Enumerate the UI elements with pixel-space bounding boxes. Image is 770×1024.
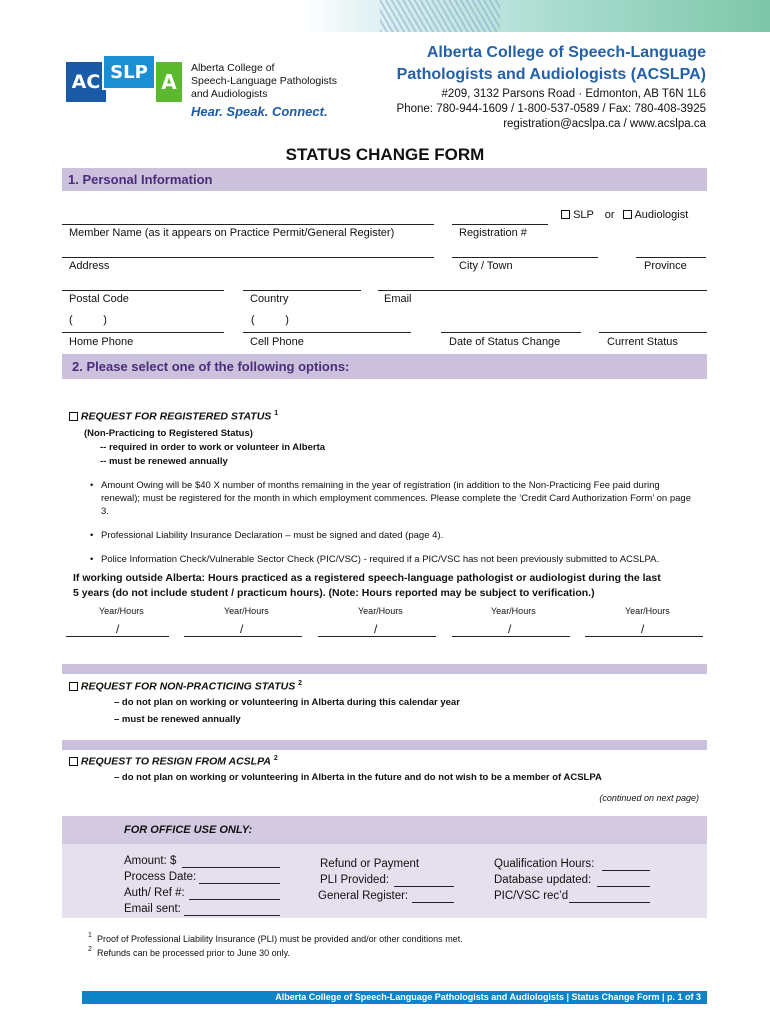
member-name-label: Member Name (as it appears on Practice Permit/General Register) <box>69 227 395 239</box>
slp-label: SLP <box>573 209 594 221</box>
general-register-field[interactable] <box>412 902 454 903</box>
year-hours-separator: / <box>374 622 378 636</box>
home-phone-area-code: ( ) <box>69 314 107 326</box>
registered-sub2: -- required in order to work or volunteer in Alberta <box>100 442 326 453</box>
qualification-hours-field[interactable] <box>602 870 650 871</box>
footnote-2-number: 2 <box>88 946 92 953</box>
section1-header <box>62 168 707 191</box>
logo-a-block: A <box>156 62 182 102</box>
cell-phone-label: Cell Phone <box>250 336 304 348</box>
home-phone-label: Home Phone <box>69 336 134 348</box>
email-field[interactable] <box>378 290 707 291</box>
amount-label: Amount: $ <box>124 855 177 867</box>
non-practicing-checkbox-icon[interactable] <box>69 682 78 691</box>
resign-option[interactable] <box>69 755 278 768</box>
process-date-label: Process Date: <box>124 871 197 883</box>
city-label: City / Town <box>459 260 513 272</box>
non-practicing-option[interactable] <box>69 680 302 693</box>
or-label: or <box>604 209 615 221</box>
footnote-ref: 2 <box>298 680 303 687</box>
org-address: #209, 3132 Parsons Road · Edmonton, AB T6N 1L6 <box>441 88 706 100</box>
section2-title: 2. Please select one of the following options: <box>72 359 350 374</box>
hours-note-line1: If working outside Alberta: Hours practiced as a registered speech-language pathologist or audiologist during the last <box>73 572 661 584</box>
bullet-dot: • <box>90 554 94 565</box>
org-name <box>346 42 706 86</box>
address-label: Address <box>69 260 110 272</box>
member-name-field[interactable] <box>62 224 434 225</box>
logo-text-line: Alberta College of <box>191 62 275 74</box>
cell-phone-area-code: ( ) <box>251 314 289 326</box>
footnote-1-number: 1 <box>88 932 92 939</box>
logo-text-line: Speech-Language Pathologists <box>191 75 337 87</box>
org-name-line: Alberta College of Speech-Language <box>426 44 706 61</box>
current-status-field[interactable] <box>599 332 707 333</box>
year-hours-separator: / <box>508 622 512 636</box>
registered-bullet-3: Police Information Check/Vulnerable Sector Check (PIC/VSC) - required if a PIC/VSC has not been previously submitted to ACSLPA. <box>101 554 660 565</box>
refund-payment-label: Refund or Payment <box>320 858 420 870</box>
logo-ac-block: AC <box>66 62 106 102</box>
year-hours-field-5[interactable] <box>585 636 703 637</box>
auth-ref-label: Auth/ Ref #: <box>124 887 185 899</box>
year-hours-separator: / <box>116 622 120 636</box>
non-practicing-line2: – must be renewed annually <box>114 714 241 725</box>
year-hours-separator: / <box>641 622 645 636</box>
registered-status-checkbox-icon[interactable] <box>69 412 78 421</box>
year-hours-field-2[interactable] <box>184 636 302 637</box>
year-hours-label: Year/Hours <box>625 606 670 616</box>
divider-band <box>62 664 707 674</box>
slp-checkbox-icon[interactable] <box>561 210 570 219</box>
address-field[interactable] <box>62 257 434 258</box>
registered-sub1: (Non-Practicing to Registered Status) <box>84 428 253 439</box>
database-updated-label: Database updated: <box>494 874 592 886</box>
qualification-hours-label: Qualification Hours: <box>494 858 595 870</box>
country-field[interactable] <box>243 290 361 291</box>
bullet-dot: • <box>90 480 94 491</box>
resign-title: REQUEST TO RESIGN FROM ACSLPA <box>80 755 271 768</box>
date-status-field[interactable] <box>441 332 581 333</box>
registration-label: Registration # <box>459 227 527 239</box>
province-field[interactable] <box>636 257 706 258</box>
logo-text-line: and Audiologists <box>191 88 268 100</box>
header-decorative-pattern <box>380 0 500 32</box>
office-use-header <box>62 816 707 844</box>
email-sent-label: Email sent: <box>124 903 181 915</box>
database-updated-field[interactable] <box>597 886 650 887</box>
non-practicing-line1: – do not plan on working or volunteering in Alberta during this calendar year <box>114 697 460 708</box>
footnote-2-text: Refunds can be processed prior to June 30 only. <box>97 948 290 958</box>
postal-code-label: Postal Code <box>69 293 129 305</box>
resign-checkbox-icon[interactable] <box>69 757 78 766</box>
registered-bullet-2: Professional Liability Insurance Declaration – must be signed and dated (page 4). <box>101 530 444 541</box>
resign-line1: – do not plan on working or volunteering in Alberta in the future and do not wish to be a member of ACSLPA <box>114 772 602 783</box>
office-use-title: FOR OFFICE USE ONLY: <box>124 824 253 836</box>
country-label: Country <box>250 293 289 305</box>
city-field[interactable] <box>452 257 598 258</box>
home-phone-field[interactable] <box>62 332 224 333</box>
tagline: Hear. Speak. Connect. <box>191 104 328 119</box>
footnote-ref: 2 <box>273 755 278 762</box>
bullet-dot: • <box>90 530 94 541</box>
email-sent-field[interactable] <box>184 915 280 916</box>
year-hours-label: Year/Hours <box>358 606 403 616</box>
registered-status-option[interactable] <box>69 410 278 423</box>
registration-field[interactable] <box>452 224 548 225</box>
page-footer: Alberta College of Speech-Language Pathologists and Audiologists | Status Change Form | p. 1 of 3 <box>82 991 707 1004</box>
province-label: Province <box>644 260 687 272</box>
continued-note: (continued on next page) <box>599 793 699 803</box>
audiologist-checkbox-icon[interactable] <box>623 210 632 219</box>
registered-bullet-1: Amount Owing will be $40 X number of months remaining in the year of registration (in addition to the Non-Practicing Fee paid during renewal); must be registered for the month in which employment commences. Please complete the ‘Credit Card Authorization Form’ on page 3. <box>101 480 691 517</box>
org-phone: Phone: 780-944-1609 / 1-800-537-0589 / Fax: 780-408-3925 <box>396 103 706 115</box>
postal-code-field[interactable] <box>62 290 224 291</box>
current-status-label: Current Status <box>607 336 678 348</box>
year-hours-field-3[interactable] <box>318 636 436 637</box>
email-label: Email <box>384 293 412 305</box>
process-date-field[interactable] <box>199 883 280 884</box>
pli-provided-label: PLI Provided: <box>320 874 390 886</box>
year-hours-label: Year/Hours <box>99 606 144 616</box>
cell-phone-field[interactable] <box>243 332 411 333</box>
footnote-ref: 1 <box>274 410 279 417</box>
pic-vsc-field[interactable] <box>569 902 650 903</box>
audiologist-label: Audiologist <box>634 209 689 221</box>
year-hours-label: Year/Hours <box>491 606 536 616</box>
date-status-label: Date of Status Change <box>449 336 561 348</box>
footnote-1-text: Proof of Professional Liability Insurance (PLI) must be provided and/or other conditions met. <box>97 934 463 944</box>
divider-band <box>62 740 707 750</box>
header-decorative-band <box>300 0 770 32</box>
amount-field[interactable] <box>182 867 280 868</box>
general-register-label: General Register: <box>318 890 409 902</box>
logo-text <box>191 62 361 101</box>
form-title: STATUS CHANGE FORM <box>285 145 485 164</box>
year-hours-field-1[interactable] <box>66 636 169 637</box>
slp-option[interactable] <box>561 209 615 221</box>
audiologist-option[interactable] <box>623 209 688 221</box>
logo-slp-block: SLP <box>102 54 156 90</box>
registered-sub3: -- must be renewed annually <box>100 456 228 467</box>
acslpa-logo <box>66 52 184 108</box>
hours-note-line2: 5 years (do not include student / practicum hours). (Note: Hours reported may be subject to verification.) <box>73 587 595 599</box>
section1-title: 1. Personal Information <box>68 172 213 187</box>
registered-status-title: REQUEST FOR REGISTERED STATUS <box>80 410 272 423</box>
auth-ref-field[interactable] <box>189 899 280 900</box>
org-name-line: Pathologists and Audiologists (ACSLPA) <box>396 66 706 83</box>
non-practicing-title: REQUEST FOR NON-PRACTICING STATUS <box>80 680 296 693</box>
year-hours-field-4[interactable] <box>452 636 570 637</box>
year-hours-label: Year/Hours <box>224 606 269 616</box>
year-hours-separator: / <box>240 622 244 636</box>
pic-vsc-label: PIC/VSC rec’d <box>494 890 569 902</box>
org-contact: registration@acslpa.ca / www.acslpa.ca <box>503 118 706 130</box>
section2-header <box>62 354 707 379</box>
pli-provided-field[interactable] <box>394 886 454 887</box>
